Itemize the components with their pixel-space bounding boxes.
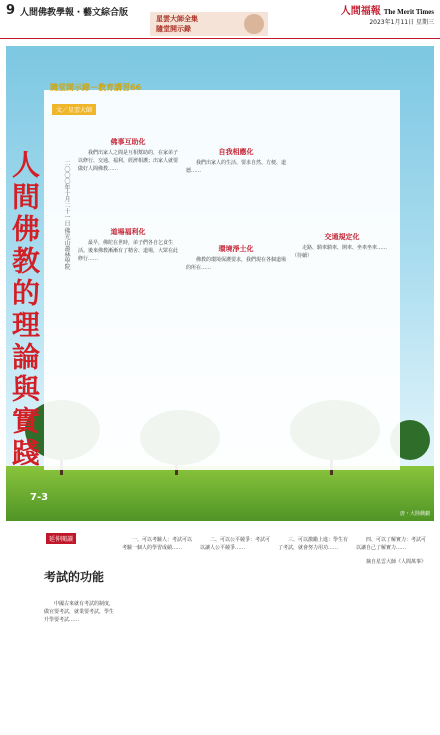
- column-text: 我們出家人的生活、要求自然、方便、道德……: [186, 160, 287, 174]
- essay-column: [200, 536, 270, 552]
- promo-line2: 隨堂開示錄: [156, 25, 191, 33]
- column-heading: 交通規定化: [324, 233, 360, 241]
- promo-banner[interactable]: [150, 12, 268, 36]
- article-title: 人間佛教的理論與實踐: [8, 150, 41, 470]
- column-heading: 環境淨土化: [218, 245, 254, 253]
- article-column-3: [292, 230, 392, 260]
- master-portrait-icon: [244, 14, 264, 34]
- article-column-1: [78, 135, 178, 263]
- page-marker: 7-3: [30, 492, 49, 503]
- page-number: 9: [6, 3, 16, 18]
- column-heading: 道場福利化: [110, 228, 146, 236]
- section-title: 人間佛教學報・藝文綜合版: [20, 8, 129, 18]
- essay-text: 三、可以激勵上進：學生有了考試，就會努力用功……: [278, 537, 349, 551]
- column-heading: 佛事互助化: [110, 138, 146, 146]
- essay-text: 二、可以公平競爭：考試可以讓人公平競爭……: [200, 537, 271, 551]
- divider: [0, 38, 440, 39]
- essay-signature: 摘自星雲大師《人間萬事》: [366, 559, 427, 565]
- essay-text: 一、可以考驗人：考試可以考驗一個人的學習成績……: [122, 537, 193, 551]
- essay-column: [356, 536, 426, 566]
- essay-column: [44, 600, 114, 624]
- essay-column: [278, 536, 348, 552]
- issue-date: 2023年1月11日 星期三: [369, 19, 434, 26]
- series-title: 隨堂開示錄－教育講習66: [50, 83, 142, 92]
- photo-caption: 唐・大陸戲劇: [399, 511, 430, 517]
- article-column-2: [186, 145, 286, 272]
- column-text: 走路、騎車騎車、開車、坐車坐車…… （待續）: [292, 245, 388, 259]
- logo-en: The Merit Times: [383, 8, 434, 16]
- logo-cn: 人間福報: [340, 6, 381, 17]
- essay-tag: 延伸閱讀: [46, 533, 76, 544]
- essay-column: [122, 536, 192, 552]
- essay-title: 考試的功能: [44, 570, 105, 584]
- lecture-note: 二〇〇〇年十月二十一日 佛光山叢林學院: [63, 160, 70, 270]
- column-text: 最早，佛陀在世時，弟子們各自乞食生活。後來佛教漸漸有了精舍、道場，大眾在此修行……: [78, 240, 179, 262]
- essay-text: 四、可以了解實力：考試可以讓自己了解實力……: [356, 537, 427, 551]
- grass-background: [6, 466, 434, 521]
- promo-line1: 星雲大師全集: [156, 15, 198, 23]
- column-text: 佛教的環境保護要求，我們現在各個道場的所在……: [186, 257, 287, 271]
- author-byline: 文／星雲大師: [52, 104, 96, 115]
- masthead: [0, 0, 440, 38]
- newspaper-logo: [341, 2, 434, 17]
- column-heading: 自我相應化: [218, 148, 254, 156]
- essay-text: 中國古來就有考試的制度，做官要考試，就業要考試，學生升學要考試……: [44, 601, 115, 623]
- column-text: 我們出家人之間是互相幫助的，在家弟子以修行、交通、福利、經濟相護；出家人就要做好人間佛教……: [78, 150, 179, 172]
